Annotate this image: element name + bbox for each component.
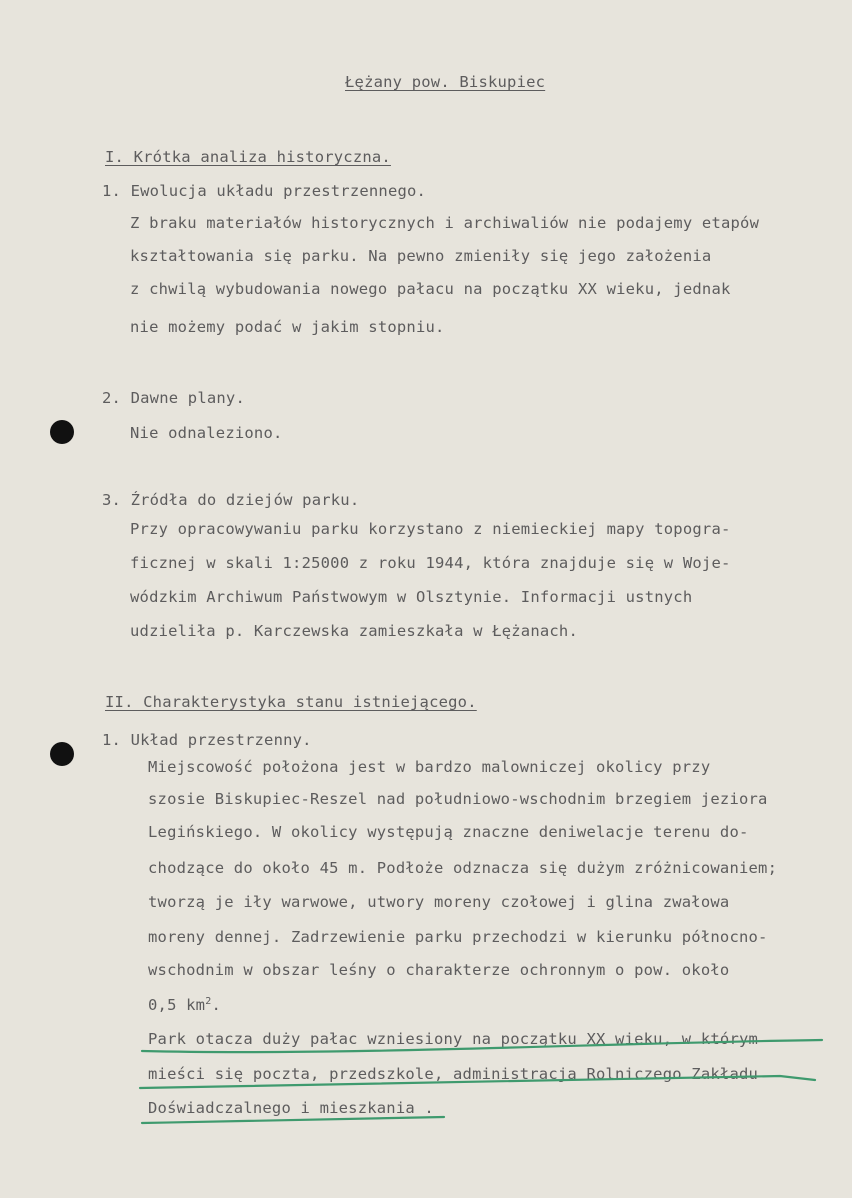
paragraph-line: Przy opracowywaniu parku korzystano z niemieckiej mapy topogra- bbox=[130, 520, 731, 538]
marker-underline bbox=[142, 1117, 444, 1123]
paragraph-line: z chwilą wybudowania nowego pałacu na początku XX wieku, jednak bbox=[130, 280, 731, 298]
item-1-2-heading: 2. Dawne plany. bbox=[102, 389, 245, 407]
highlighted-line: Park otacza duży pałac wzniesiony na początku XX wieku, w którym bbox=[148, 1030, 759, 1048]
paragraph-line: Miejscowość położona jest w bardzo malowniczej okolicy przy bbox=[148, 758, 711, 776]
highlighted-line: Doświadczalnego i mieszkania . bbox=[148, 1099, 434, 1117]
section-2-heading: II. Charakterystyka stanu istniejącego. bbox=[105, 693, 477, 711]
section-1-heading: I. Krótka analiza historyczna. bbox=[105, 148, 391, 166]
item-1-3-heading: 3. Źródła do dziejów parku. bbox=[102, 491, 360, 509]
paragraph-line: ficznej w skali 1:25000 z roku 1944, która znajduje się w Woje- bbox=[130, 554, 731, 572]
item-2-1-heading: 1. Układ przestrzenny. bbox=[102, 731, 312, 749]
item-1-1-heading: 1. Ewolucja układu przestrzennego. bbox=[102, 182, 427, 200]
area-exponent: 2 bbox=[205, 996, 212, 1007]
paragraph-line: tworzą je iły warwowe, utwory moreny czołowej i glina zwałowa bbox=[148, 893, 730, 911]
paragraph-line: Z braku materiałów historycznych i archiwaliów nie podajemy etapów bbox=[130, 214, 760, 232]
area-number: 0,5 km bbox=[148, 996, 206, 1015]
paragraph-line: chodzące do około 45 m. Podłoże odznacza się dużym zróżnicowaniem; bbox=[148, 859, 778, 877]
paragraph-line: wschodnim w obszar leśny o charakterze ochronnym o pow. około bbox=[148, 961, 730, 979]
marker-underline bbox=[140, 1076, 815, 1088]
document-title: Łężany pow. Biskupiec bbox=[345, 73, 546, 91]
paragraph-line: udzieliła p. Karczewska zamieszkała w Łężanach. bbox=[130, 622, 578, 640]
highlighted-line: mieści się poczta, przedszkole, administracja Rolniczego Zakładu bbox=[148, 1065, 759, 1083]
paragraph-line: Legińskiego. W okolicy występują znaczne deniwelacje terenu do- bbox=[148, 823, 749, 841]
paragraph-line: wódzkim Archiwum Państwowym w Olsztynie. Informacji ustnych bbox=[130, 588, 693, 606]
paragraph-line: szosie Biskupiec-Reszel nad południowo-wschodnim brzegiem jeziora bbox=[148, 790, 768, 808]
paragraph-line: Nie odnaleziono. bbox=[130, 424, 283, 442]
marker-underline bbox=[142, 1040, 822, 1052]
paragraph-line: kształtowania się parku. Na pewno zmieniły się jego założenia bbox=[130, 247, 712, 265]
paragraph-line: nie możemy podać w jakim stopniu. bbox=[130, 318, 445, 336]
area-period: . bbox=[211, 996, 221, 1015]
paragraph-line: moreny dennej. Zadrzewienie parku przechodzi w kierunku północno- bbox=[148, 928, 768, 946]
